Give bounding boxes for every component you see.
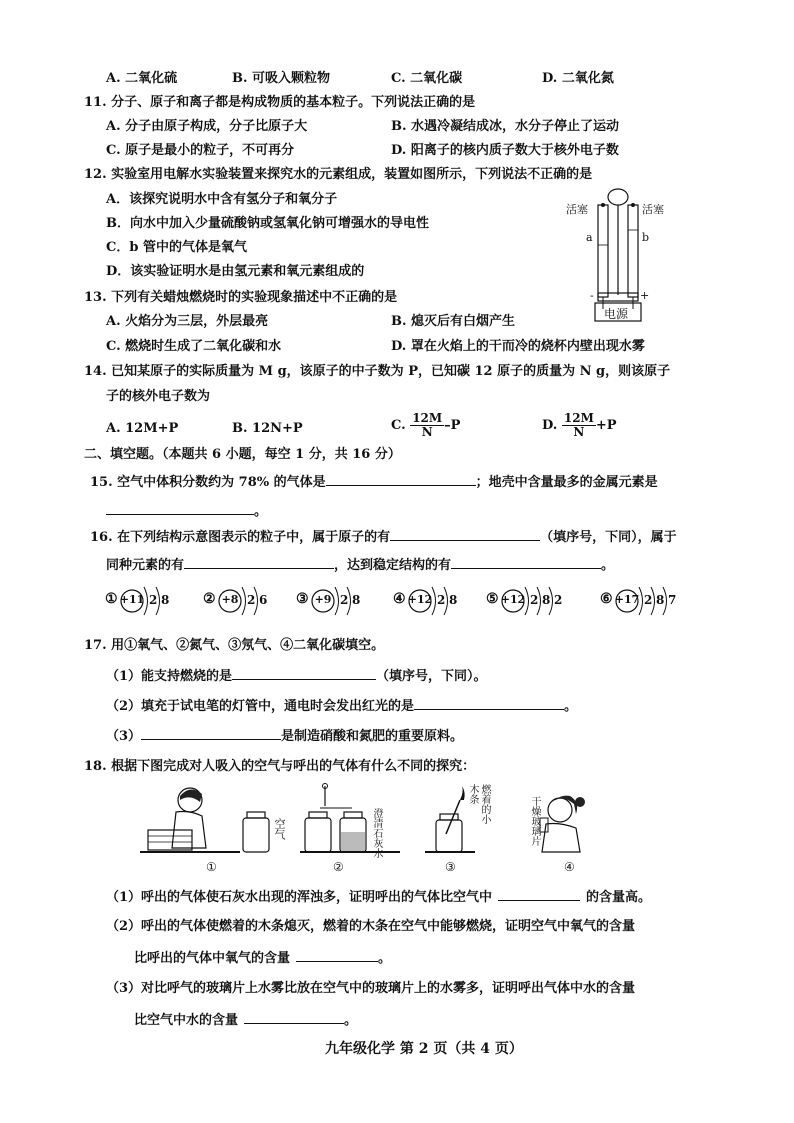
q14-option-d bbox=[542, 412, 617, 439]
dry-glass-label: 干燥玻璃片 bbox=[529, 796, 540, 846]
q10-option-d: D. 二氧化氮 bbox=[542, 71, 614, 86]
q17-p2-period: 。 bbox=[564, 699, 578, 714]
shell-electron-count: 2 bbox=[149, 593, 158, 607]
nucleus-charge: +11 bbox=[119, 593, 145, 606]
nucleus-charge: +8 bbox=[221, 593, 239, 606]
q14-option-c-denominator: N bbox=[421, 425, 433, 439]
tube-a-label: a bbox=[586, 231, 593, 244]
q17-part-2 bbox=[106, 696, 577, 716]
q14-option-c bbox=[391, 412, 460, 439]
atom-label: ③ bbox=[296, 591, 309, 607]
q18-p2-period: 。 bbox=[378, 951, 392, 966]
q16-blank-3[interactable] bbox=[451, 555, 601, 569]
q18-part-3-line1: （3）对比呼气的玻璃片上水雾比放在空气中的玻璃片上的水雾多，证明呼出气体中水的含量 bbox=[106, 981, 636, 996]
q18-part-2-line2 bbox=[134, 948, 391, 968]
shell-electron-count: 2 bbox=[437, 593, 446, 607]
figure-number-4: ④ bbox=[564, 860, 575, 874]
shell-electron-count: 2 bbox=[247, 593, 256, 607]
minus-label: - bbox=[590, 289, 594, 302]
shell-electron-count: 8 bbox=[449, 593, 458, 607]
page-footer: 九年级化学 第 2 页（共 4 页） bbox=[325, 1041, 523, 1057]
q12-option-c: C．b 管中的气体是氧气 bbox=[106, 240, 247, 255]
q16-period: 。 bbox=[601, 558, 615, 573]
atom-label: ⑤ bbox=[486, 591, 499, 607]
limewater-label: 澄清石灰水 bbox=[371, 808, 382, 858]
q15-text-a: 15. 空气中体积分数约为 78% 的气体是 bbox=[90, 475, 326, 490]
shell-electron-count: 8 bbox=[656, 593, 665, 607]
nucleus-charge: +12 bbox=[407, 593, 433, 606]
q17-p2-text: （2）填充于试电笔的灯管中，通电时会发出红光的是 bbox=[106, 699, 415, 714]
atom-diagram-6 bbox=[600, 583, 676, 619]
atom-diagram-2 bbox=[203, 583, 267, 619]
figure-number-3: ③ bbox=[445, 860, 456, 874]
atom-label: ② bbox=[203, 591, 216, 607]
q17-blank-3[interactable] bbox=[141, 726, 281, 740]
q17-part-1 bbox=[106, 666, 487, 686]
atom-label: ④ bbox=[393, 591, 406, 607]
q10-option-b: B. 可吸入颗粒物 bbox=[232, 71, 331, 86]
q14-option-c-suffix: –P bbox=[444, 418, 461, 433]
atom-diagram-4 bbox=[393, 583, 457, 619]
q15-text-b: ；地壳中含量最多的金属元素是 bbox=[475, 475, 658, 490]
atom-diagram-3 bbox=[296, 583, 360, 619]
q18-blank-2[interactable] bbox=[296, 948, 378, 962]
q14-option-d-denominator: N bbox=[573, 425, 585, 439]
plus-label: + bbox=[640, 289, 650, 302]
q18-part-3-line2 bbox=[134, 1010, 357, 1030]
q13-option-b: B. 熄灭后有白烟产生 bbox=[391, 314, 516, 329]
shell-electron-count: 6 bbox=[259, 593, 268, 607]
q14-option-d-fraction bbox=[562, 412, 596, 439]
q11-option-d: D. 阳离子的核内质子数大于核外电子数 bbox=[391, 143, 619, 158]
q11-stem: 11. 分子、原子和离子都是构成物质的基本粒子。下列说法正确的是 bbox=[84, 95, 476, 110]
section-2-heading: 二、填空题。（本题共 6 小题，每空 1 分，共 16 分） bbox=[84, 447, 401, 462]
figure-number-1: ① bbox=[206, 860, 217, 874]
q11-option-a: A. 分子由原子构成，分子比原子大 bbox=[106, 119, 308, 134]
q15-line2 bbox=[106, 501, 267, 521]
q18-p3-text: 比空气中水的含量 bbox=[134, 1013, 239, 1028]
q18-blank-3[interactable] bbox=[244, 1010, 344, 1024]
q13-option-a: A. 火焰分为三层，外层最亮 bbox=[106, 314, 269, 329]
electrolysis-apparatus-figure bbox=[560, 185, 670, 325]
tube-b-label: b bbox=[642, 231, 650, 244]
q17-p3-text-a: （3） bbox=[106, 729, 142, 744]
q16-line1 bbox=[90, 527, 677, 547]
q17-part-3 bbox=[106, 726, 463, 746]
q14-option-c-fraction bbox=[410, 412, 444, 439]
shell-electron-count: 8 bbox=[352, 593, 361, 607]
q15-line1 bbox=[90, 472, 658, 492]
q12-option-b: B．向水中加入少量硫酸钠或氢氧化钠可增强水的导电性 bbox=[106, 216, 429, 231]
figure-number-2: ② bbox=[333, 860, 344, 874]
q14-stem-line1: 14. 已知某原子的实际质量为 M g，该原子的中子数为 P，已知碳 12 原子的质量为 N g，则该原子 bbox=[84, 364, 671, 379]
shell-electron-count: 7 bbox=[668, 593, 677, 607]
shell-electron-count: 2 bbox=[340, 593, 349, 607]
q17-p1-text-b: （填序号，下同）。 bbox=[376, 669, 487, 684]
q18-p3-period: 。 bbox=[344, 1013, 358, 1028]
q14-option-a: A. 12M+P bbox=[106, 421, 179, 436]
q18-p1-text-b: 的含量高。 bbox=[586, 890, 652, 905]
q13-option-d: D. 罩在火焰上的干而冷的烧杯内壁出现水雾 bbox=[391, 339, 645, 354]
q13-stem: 13. 下列有关蜡烛燃烧时的实验现象描述中不正确的是 bbox=[84, 290, 398, 305]
nucleus-charge: +12 bbox=[500, 593, 526, 606]
q15-period: 。 bbox=[254, 504, 268, 519]
q17-p1-text-a: （1）能支持燃烧的是 bbox=[106, 669, 233, 684]
q16-line2 bbox=[106, 555, 614, 575]
q10-option-c: C. 二氧化碳 bbox=[391, 71, 463, 86]
atom-diagram-1 bbox=[105, 583, 169, 619]
left-stopcock-label: 活塞 bbox=[566, 203, 588, 216]
q18-stem: 18. 根据下图完成对人吸入的空气与呼出的气体有什么不同的探究： bbox=[84, 759, 476, 774]
atom-diagram-5 bbox=[486, 583, 562, 619]
right-stopcock-label: 活塞 bbox=[642, 203, 664, 216]
q18-part-1 bbox=[106, 887, 651, 907]
q16-blank-1[interactable] bbox=[390, 527, 540, 541]
q17-stem: 17. 用①氧气、②氮气、③氖气、④二氧化碳填空。 bbox=[84, 638, 385, 653]
shell-electron-count: 2 bbox=[530, 593, 539, 607]
q18-p1-text-a: （1）呼出的气体使石灰水出现的浑浊多，证明呼出的气体比空气中 bbox=[106, 890, 493, 905]
shell-electron-count: 2 bbox=[554, 593, 563, 607]
q16-text-b: （填序号，下同），属于 bbox=[540, 530, 677, 545]
q14-option-d-numerator: 12M bbox=[563, 411, 594, 425]
q13-option-c: C. 燃烧时生成了二氧化碳和水 bbox=[106, 339, 282, 354]
shell-electron-count: 8 bbox=[161, 593, 170, 607]
atom-label: ① bbox=[105, 591, 118, 607]
power-source-label: 电源 bbox=[604, 307, 629, 321]
q18-part-2-line1: （2）呼出的气体使燃着的木条熄灭，燃着的木条在空气中能够燃烧，证明空气中氧气的含量 bbox=[106, 919, 636, 934]
q14-option-d-letter: D. bbox=[542, 418, 558, 433]
q14-option-c-numerator: 12M bbox=[412, 411, 443, 425]
q15-blank-1[interactable] bbox=[326, 472, 476, 486]
q17-blank-1[interactable] bbox=[232, 666, 376, 680]
breathing-experiment-figure bbox=[140, 782, 610, 877]
shell-electron-count: 2 bbox=[644, 593, 653, 607]
q14-option-d-suffix: +P bbox=[595, 418, 617, 433]
q12-stem: 12. 实验室用电解水实验装置来探究水的元素组成，装置如图所示，下列说法不正确的是 bbox=[84, 167, 593, 182]
q16-text-c: 同种元素的有 bbox=[106, 558, 185, 573]
q11-option-b: B. 水遇冷凝结成冰，水分子停止了运动 bbox=[391, 119, 620, 134]
q16-text-d: ，达到稳定结构的有 bbox=[334, 558, 452, 573]
q14-stem-line2: 子的核外电子数为 bbox=[106, 389, 211, 404]
q17-blank-2[interactable] bbox=[414, 696, 564, 710]
nucleus-charge: +9 bbox=[314, 593, 332, 606]
q14-option-c-letter: C. bbox=[391, 418, 406, 433]
q11-option-c: C. 原子是最小的粒子，不可再分 bbox=[106, 143, 295, 158]
q15-blank-2[interactable] bbox=[106, 501, 254, 515]
burning-stick-label: 燃着的小木条 bbox=[467, 784, 490, 824]
q16-blank-2[interactable] bbox=[184, 555, 334, 569]
q10-option-a: A. 二氧化硫 bbox=[106, 71, 178, 86]
q17-p3-text-b: 是制造硝酸和氮肥的重要原料。 bbox=[281, 729, 464, 744]
atom-label: ⑥ bbox=[600, 591, 613, 607]
nucleus-charge: +17 bbox=[614, 593, 640, 606]
air-label: 空气 bbox=[273, 818, 286, 840]
q18-p2-text: 比呼出的气体中氧气的含量 bbox=[134, 951, 291, 966]
shell-electron-count: 8 bbox=[542, 593, 551, 607]
q18-blank-1[interactable] bbox=[498, 887, 580, 901]
q14-option-b: B. 12N+P bbox=[232, 421, 303, 436]
q12-option-a: A．该探究说明水中含有氢分子和氧分子 bbox=[106, 192, 338, 207]
q12-option-d: D．该实验证明水是由氢元素和氧元素组成的 bbox=[106, 264, 365, 279]
q16-text-a: 16. 在下列结构示意图表示的粒子中，属于原子的有 bbox=[90, 530, 391, 545]
